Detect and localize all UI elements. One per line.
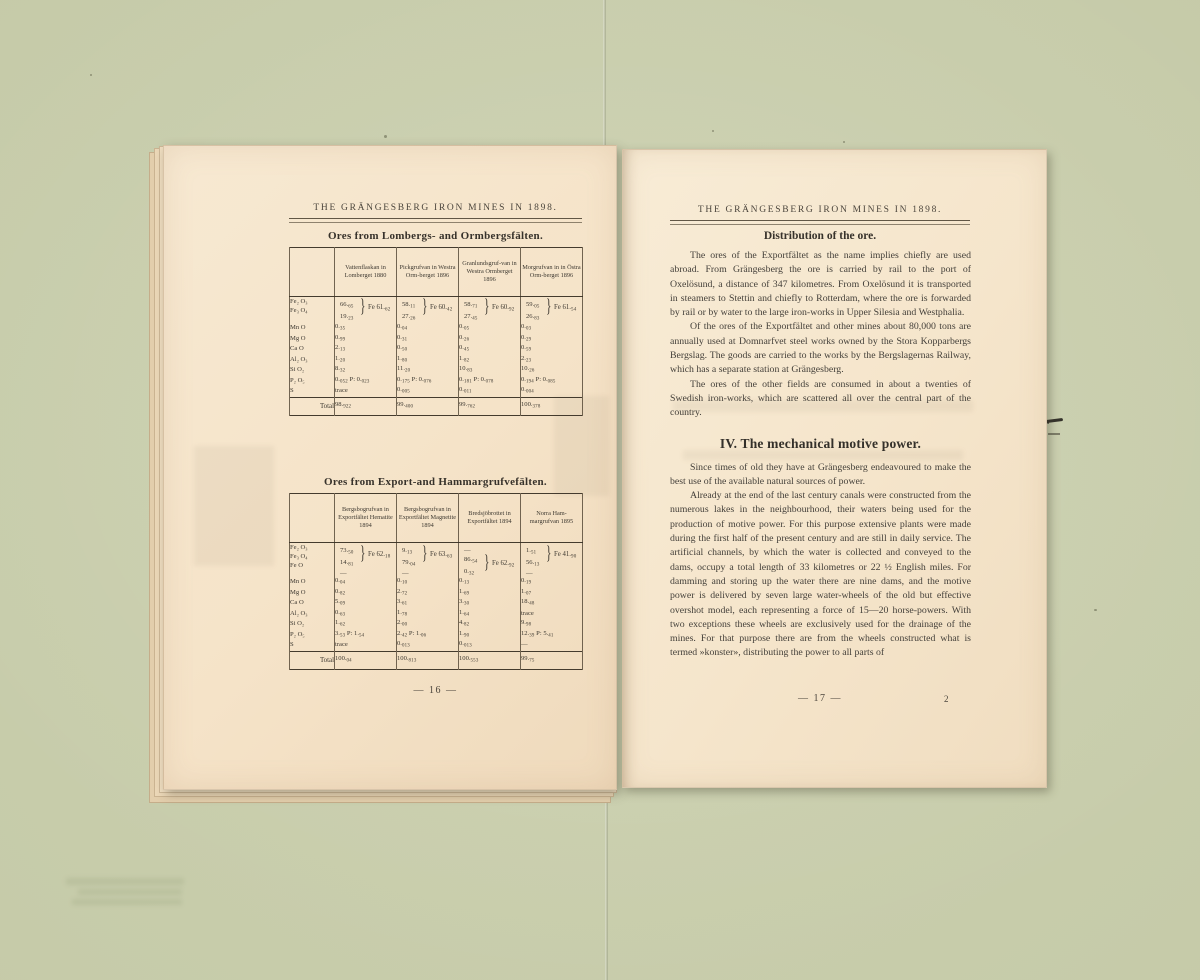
ore-total-value: $99._{75}$: [521, 651, 583, 669]
ore-value-cell: $2._{72}$: [397, 588, 459, 599]
ore-value-cell: $0._{59}$: [521, 344, 583, 355]
ore-iron-cell: $58._{11}$ $27._{26}$ } Fe $60._{42}$: [397, 297, 459, 324]
ore-row-label: Ca O: [290, 598, 335, 609]
ore-value-cell: $0._{63}$: [335, 609, 397, 620]
ore-iron-cell: — $86._{54}$ $0._{32}$ } Fe $62._{92}$: [459, 543, 521, 578]
body-paragraph: Of the ores of the Exportfältet and other mines about 80,000 tons are annually used at Domnarfvet steel works owned by the Stora Kopparbergs Bergslag. The goods are carried to the works by the Bergslagernas Railway, which has a separate station at Grängesberg.: [670, 321, 971, 376]
ore-value-cell: $0._{004}$: [521, 386, 583, 397]
body-text-column: [670, 249, 971, 661]
ore-row-label: S: [290, 640, 335, 651]
paper-speck: [712, 130, 714, 132]
fe-total: Fe $63._{63}$: [430, 551, 453, 560]
ore-row-label: Fe₂ O₃ Fe₃ O₄ Fe O: [290, 543, 335, 578]
ore-table-export-hammargrufvefalten: [289, 493, 583, 670]
paper-speck: [90, 74, 92, 76]
ore-value-cell: $18._{48}$: [521, 598, 583, 609]
ore-value-cell: $2._{23}$: [521, 355, 583, 366]
ore-value-cell: $1._{90}$: [459, 630, 521, 641]
fe-total: Fe $60._{42}$: [430, 304, 453, 313]
ore-row-label: Fe₂ O₃ Fe₃ O₄: [290, 297, 335, 324]
ore-value-cell: $0._{26}$: [459, 334, 521, 345]
ore-value-cell: trace: [335, 386, 397, 397]
ore-value-cell: trace: [521, 609, 583, 620]
ore-value-cell: $0._{052}$ P: $0._{023}$: [335, 376, 397, 387]
body-paragraph: Since times of old they have at Grängesberg endeavoured to make the best use of the available natural sources of power.: [670, 461, 971, 487]
ore-table-col-header: Morgrufvan in in Östra Orm-berget 1896: [521, 248, 583, 297]
ore-value-cell: $0._{29}$: [521, 334, 583, 345]
ore-value-cell: $0._{175}$ P: $0._{076}$: [397, 376, 459, 387]
ore-value-cell: $0._{10}$: [397, 577, 459, 588]
body-paragraph: The ores of the other fields are consumed in about a twenties of Swedish iron-works, which are scattered all over the central part of the country.: [670, 378, 971, 419]
paper-speck: [384, 135, 387, 138]
brace: }: [546, 296, 552, 317]
ore-value-cell: $2._{13}$: [335, 344, 397, 355]
ore-value-cell: $1._{80}$: [397, 355, 459, 366]
brace: }: [360, 543, 366, 564]
ore-value-cell: $0._{45}$: [459, 344, 521, 355]
ore-iron-cell: $59._{05}$ $26._{83}$ } Fe $61._{54}$: [521, 297, 583, 324]
ore-value-cell: $12._{39}$ P: $5._{41}$: [521, 630, 583, 641]
paper-speck: [843, 141, 845, 143]
ore-value-cell: $1._{07}$: [521, 588, 583, 599]
ore-iron-cell: $73._{50}$ $14._{81}$ — } Fe $62._{18}$: [335, 543, 397, 578]
ore-total-value: $99._{762}$: [459, 397, 521, 415]
ore-table-col-header: Bergsbogrufvan in Exportfältet Magnetite 1894: [397, 494, 459, 543]
ore-table-col-header: Bredsjöbrottet in Exportfältet 1894: [459, 494, 521, 543]
ghost-bleedthrough: [66, 878, 184, 885]
running-header-right: THE GRÄNGESBERG IRON MINES IN 1898.: [697, 205, 943, 215]
header-rule-right: [670, 220, 970, 225]
signature-number: 2: [944, 694, 949, 704]
ore-table-col-header: Vattenflaskan in Lomberget 1880: [335, 248, 397, 297]
ore-iron-cell: $9._{13}$ $79._{04}$ — } Fe $63._{63}$: [397, 543, 459, 578]
brace: }: [360, 296, 366, 317]
ore-value-cell: $0._{013}$: [397, 640, 459, 651]
ore-value-cell: $1._{82}$: [459, 355, 521, 366]
header-rule-left: [289, 218, 582, 223]
ore-value-cell: $2._{42}$ P: $1._{06}$: [397, 630, 459, 641]
brace: }: [546, 543, 552, 564]
ore-value-cell: $8._{32}$: [335, 365, 397, 376]
ore-value-cell: $0._{19}$: [521, 577, 583, 588]
ore-iron-cell: $1._{51}$ $56._{13}$ — } Fe $41._{90}$: [521, 543, 583, 578]
ore-row-label: Mn O: [290, 577, 335, 588]
ore-value-cell: $0._{013}$: [459, 640, 521, 651]
ore-table-col-header: Norra Ham-margrufvan 1895: [521, 494, 583, 543]
ore-value-cell: $1._{64}$: [459, 609, 521, 620]
ore-value-cell: $0._{50}$: [397, 344, 459, 355]
fe-total: Fe $62._{92}$: [492, 560, 515, 569]
ore-row-label: Al₂ O₃: [290, 355, 335, 366]
ore-value-cell: $11._{20}$: [397, 365, 459, 376]
ore-total-value: $100._{04}$: [335, 651, 397, 669]
brace: }: [422, 296, 428, 317]
ore-iron-cell: $66._{65}$ $19._{23}$ } Fe $61._{62}$: [335, 297, 397, 324]
ore-value-cell: $1._{20}$: [335, 355, 397, 366]
ore-value-cell: trace: [335, 640, 397, 651]
ore-value-cell: $0._{194}$ P: $0._{085}$: [521, 376, 583, 387]
ore-row-label: Ca O: [290, 344, 335, 355]
ore-total-label: Total: [290, 397, 335, 415]
ore-table-col-header: Pickgrufvan in Westra Orm-berget 1896: [397, 248, 459, 297]
running-header-left: THE GRÄNGESBERG IRON MINES IN 1898.: [313, 203, 558, 213]
ore-value-cell: $0._{35}$: [335, 323, 397, 334]
pencil-mark: [1046, 418, 1063, 423]
ore-value-cell: $9._{98}$: [521, 619, 583, 630]
page-number-16: — 16 —: [413, 685, 458, 696]
section-heading-motive-power: IV. The mechanical motive power.: [719, 435, 922, 451]
ore-value-cell: $10._{26}$: [521, 365, 583, 376]
ore-total-value: $100._{378}$: [521, 397, 583, 415]
ore-row-label: Mg O: [290, 588, 335, 599]
ore-value-cell: $0._{05}$: [459, 323, 521, 334]
table1-title: Ores from Lombergs- and Ormbergsfälten.: [327, 230, 544, 242]
fold-crease-top: [603, 0, 606, 150]
fe-total: Fe $61._{54}$: [554, 304, 577, 313]
page-number-17: — 17 —: [798, 693, 842, 704]
body-paragraph: The ores of the Exportfältet as the name implies chiefly are used abroad. From Grängesberg the ore is carried by rail to the port of Oxelösund, a distance of 347 kilometres. From Oxelösund it is transported in steamers to Stettin and chiefly to Rotterdam, where the ore is forwarded by rail or by water to the large iron-works in Upper Silesia and Westphalia.: [670, 250, 971, 319]
table2-title: Ores from Export-and Hammargrufvefälten.: [323, 476, 547, 488]
brace: }: [422, 543, 428, 564]
ore-row-label: Si O₂: [290, 619, 335, 630]
ore-row-label: Si O₂: [290, 365, 335, 376]
ore-row-label: P₂ O₅: [290, 630, 335, 641]
ore-total-value: $99._{400}$: [397, 397, 459, 415]
ore-value-cell: $5._{09}$: [335, 598, 397, 609]
ore-total-value: $100._{553}$: [459, 651, 521, 669]
ghost-bleedthrough: [72, 899, 182, 905]
ore-value-cell: $0._{99}$: [335, 334, 397, 345]
ore-value-cell: $0._{04}$: [335, 577, 397, 588]
ore-row-label: Mg O: [290, 334, 335, 345]
ore-total-value: $98._{922}$: [335, 397, 397, 415]
section-heading-distribution: Distribution of the ore.: [763, 230, 877, 242]
fe-total: Fe $61._{62}$: [368, 304, 391, 313]
ore-value-cell: $1._{62}$: [335, 619, 397, 630]
body-paragraph: Already at the end of the last century canals were constructed from the numerous lakes in the neighbourhood, their waters being used for the production of motive power. For this purpose extensive plants were made during the first half of the present century and are still in daily service. The artificial channels, by which the water is collected and conveyed to the dams, occupy a total length of 33 kilometres or 22 ½ English miles. For damming and storing up the water there are nine dams, and the motive power is delivered by seven large water-wheels of the old but effective overshot model, each representing a force of 15—20 horse-powers. With two exceptions these wheels are exclusively used for the drainage of the mines. For that purpose there are from the wheels constructed what is termed »konster», distributing the power to all parts of: [670, 490, 971, 659]
left-page: [163, 145, 617, 790]
ore-table-corner-cell: [290, 248, 335, 297]
ore-row-label: Al₂ O₃: [290, 609, 335, 620]
brace: }: [484, 552, 490, 573]
ore-value-cell: $0._{011}$: [459, 386, 521, 397]
ore-value-cell: $4._{82}$: [459, 619, 521, 630]
ore-iron-cell: $58._{71}$ $27._{45}$ } Fe $60._{92}$: [459, 297, 521, 324]
ore-value-cell: $0._{82}$: [335, 588, 397, 599]
ore-table-col-header: Granlundsgruf-van in Westra Ormberget 1896: [459, 248, 521, 297]
ore-value-cell: $3._{53}$ P: $1._{54}$: [335, 630, 397, 641]
fe-total: Fe $60._{92}$: [492, 304, 515, 313]
ore-value-cell: $0._{31}$: [397, 334, 459, 345]
ore-table-corner-cell: [290, 494, 335, 543]
ghost-bleedthrough: [78, 889, 182, 895]
ore-value-cell: $3._{30}$: [459, 598, 521, 609]
fe-total: Fe $62._{18}$: [368, 551, 391, 560]
ore-row-label: Mn O: [290, 323, 335, 334]
ore-total-value: $100._{813}$: [397, 651, 459, 669]
ore-value-cell: $0._{04}$: [397, 323, 459, 334]
ore-value-cell: $10._{83}$: [459, 365, 521, 376]
ore-value-cell: $1._{78}$: [397, 609, 459, 620]
ore-table-col-header: Bergsbogrufvan in Exportfältet Hematite 1894: [335, 494, 397, 543]
ore-row-label: S: [290, 386, 335, 397]
right-page: [622, 149, 1047, 788]
ore-value-cell: $2._{00}$: [397, 619, 459, 630]
ore-total-label: Total: [290, 651, 335, 669]
paper-speck: [1094, 609, 1097, 611]
ore-value-cell: $0._{13}$: [459, 577, 521, 588]
ore-table-lombergs-ormbergsfalten: [289, 247, 583, 416]
ore-value-cell: $0._{181}$ P: $0._{078}$: [459, 376, 521, 387]
fe-total: Fe $41._{90}$: [554, 551, 577, 560]
ore-row-label: P₂ O₅: [290, 376, 335, 387]
pencil-mark: [1048, 433, 1060, 435]
ore-value-cell: $1._{69}$: [459, 588, 521, 599]
ore-value-cell: $0._{03}$: [521, 323, 583, 334]
ore-value-cell: —: [521, 640, 583, 651]
ore-value-cell: $0._{005}$: [397, 386, 459, 397]
brace: }: [484, 296, 490, 317]
fold-crease-bottom: [605, 786, 608, 980]
ore-value-cell: $3._{61}$: [397, 598, 459, 609]
